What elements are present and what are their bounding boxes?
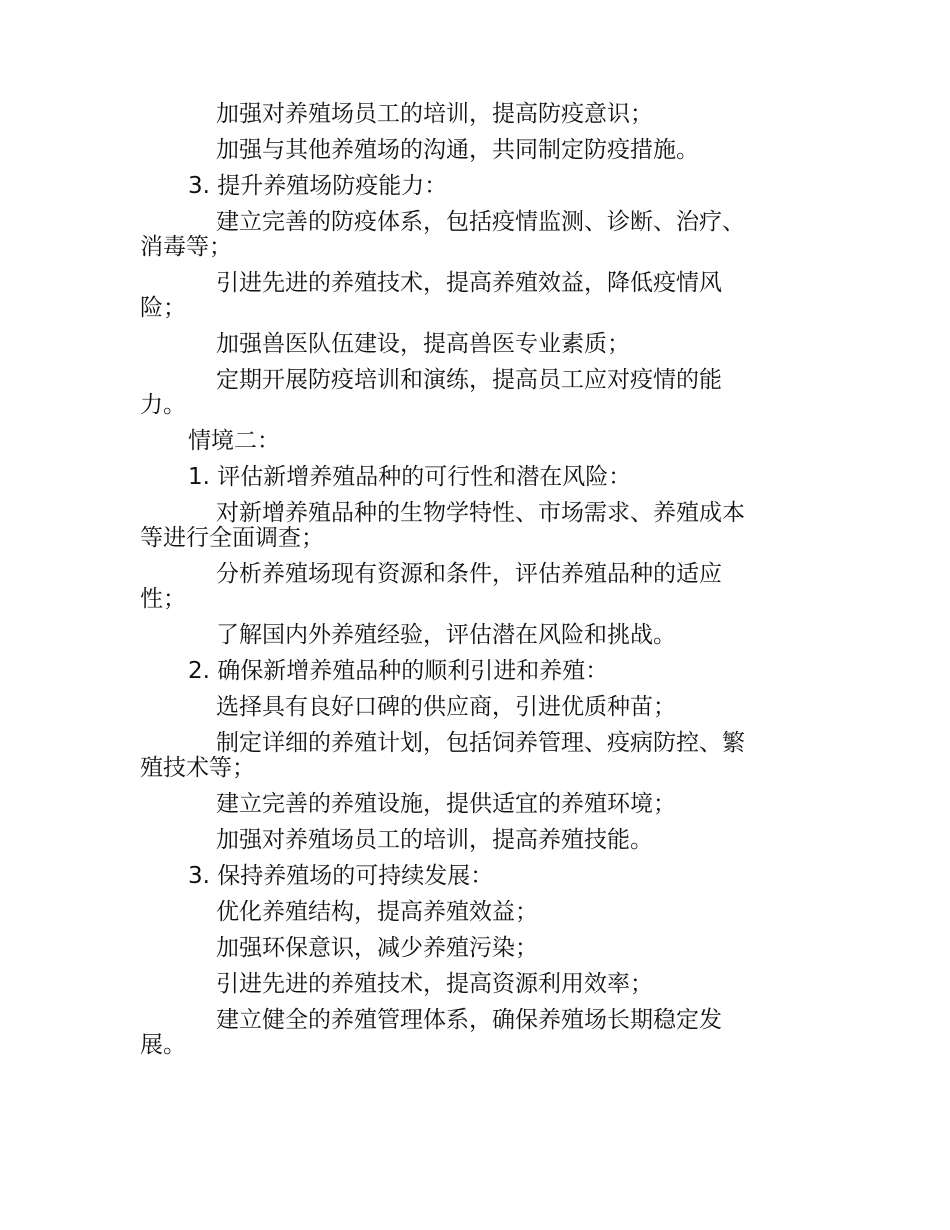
list-item (140, 269, 800, 322)
paragraph-line: 加强对养殖场员工的培训，提高养殖技能。 (216, 827, 653, 853)
paragraph-gap (140, 200, 800, 208)
paragraph-line: 优化养殖结构，提高养殖效益； (216, 899, 538, 925)
paragraph-line: 2. 确保新增养殖品种的顺利引进和养殖： (188, 658, 609, 684)
paragraph-line: 制定详细的养殖计划，包括饲养管理、疫病防控、繁 (216, 730, 745, 756)
paragraph-line: 引进先进的养殖技术，提高养殖效益，降低疫情风 (216, 270, 722, 296)
paragraph-gap (140, 782, 800, 790)
paragraph-line: 加强与其他养殖场的沟通，共同制定防疫措施。 (216, 137, 699, 163)
list-item (140, 330, 800, 358)
list-item (140, 136, 800, 164)
list-item (140, 100, 800, 128)
paragraph-gap (140, 1059, 800, 1067)
paragraph-line: 定期开展防疫培训和演练，提高员工应对疫情的能 (216, 367, 722, 393)
paragraph-line: 加强环保意识，减少养殖污染； (216, 935, 538, 961)
paragraph-line: 了解国内外养殖经验，评估潜在风险和挑战。 (216, 622, 676, 648)
list-item (140, 560, 800, 613)
paragraph-gap (140, 685, 800, 693)
paragraph-line: 分析养殖场现有资源和条件，评估养殖品种的适应 (216, 561, 722, 587)
paragraph-gap (140, 649, 800, 657)
list-item (140, 621, 800, 649)
list-item (140, 898, 800, 926)
paragraph-gap (140, 455, 800, 463)
paragraph-line: 选择具有良好口碑的供应商，引进优质种苗； (216, 694, 676, 720)
paragraph-line-wrap: 险； (140, 295, 186, 321)
paragraph-line: 建立健全的养殖管理体系，确保养殖场长期稳定发 (216, 1007, 722, 1033)
paragraph-line: 建立完善的防疫体系，包括疫情监测、诊断、治疗、 (216, 209, 745, 235)
paragraph-gap (140, 491, 800, 499)
paragraph-gap (140, 998, 800, 1006)
paragraph-line-wrap: 消毒等； (140, 234, 232, 260)
paragraph-line: 3. 提升养殖场防疫能力： (188, 173, 448, 199)
paragraph-gap (140, 358, 800, 366)
section-heading (140, 657, 800, 685)
list-item (140, 1006, 800, 1059)
paragraph-gap (140, 854, 800, 862)
paragraph-line: 建立完善的养殖设施，提供适宜的养殖环境； (216, 791, 676, 817)
paragraph-gap (140, 128, 800, 136)
paragraph-line-wrap: 等进行全面调查； (140, 525, 324, 551)
paragraph-line: 1. 评估新增养殖品种的可行性和潜在风险： (188, 464, 632, 490)
list-item (140, 499, 800, 552)
list-item (140, 970, 800, 998)
paragraph-line: 引进先进的养殖技术，提高资源利用效率； (216, 971, 653, 997)
paragraph-gap (140, 322, 800, 330)
paragraph-line-wrap: 性； (140, 586, 186, 612)
paragraph-line: 3. 保持养殖场的可持续发展： (188, 863, 494, 889)
paragraph-gap (140, 962, 800, 970)
list-item (140, 693, 800, 721)
paragraph-gap (140, 613, 800, 621)
paragraph-gap (140, 890, 800, 898)
paragraph-gap (140, 818, 800, 826)
section-heading (140, 463, 800, 491)
paragraph-gap (140, 721, 800, 729)
section-heading (140, 172, 800, 200)
list-item (140, 208, 800, 261)
paragraph-gap (140, 419, 800, 427)
paragraph-gap (140, 261, 800, 269)
section-heading (140, 862, 800, 890)
list-item (140, 826, 800, 854)
paragraph-line: 加强对养殖场员工的培训，提高防疫意识； (216, 101, 653, 127)
list-item (140, 366, 800, 419)
list-item (140, 790, 800, 818)
paragraph-line: 对新增养殖品种的生物学特性、市场需求、养殖成本 (216, 500, 745, 526)
list-item (140, 729, 800, 782)
list-item (140, 934, 800, 962)
section-heading (140, 427, 800, 455)
paragraph-line: 加强兽医队伍建设，提高兽医专业素质； (216, 331, 630, 357)
paragraph-gap (140, 164, 800, 172)
document-body (140, 100, 800, 1067)
paragraph-line: 情境二： (188, 428, 280, 454)
paragraph-gap (140, 552, 800, 560)
paragraph-line-wrap: 展。 (140, 1032, 186, 1058)
paragraph-line-wrap: 殖技术等； (140, 755, 255, 781)
paragraph-gap (140, 926, 800, 934)
paragraph-line-wrap: 力。 (140, 392, 186, 418)
